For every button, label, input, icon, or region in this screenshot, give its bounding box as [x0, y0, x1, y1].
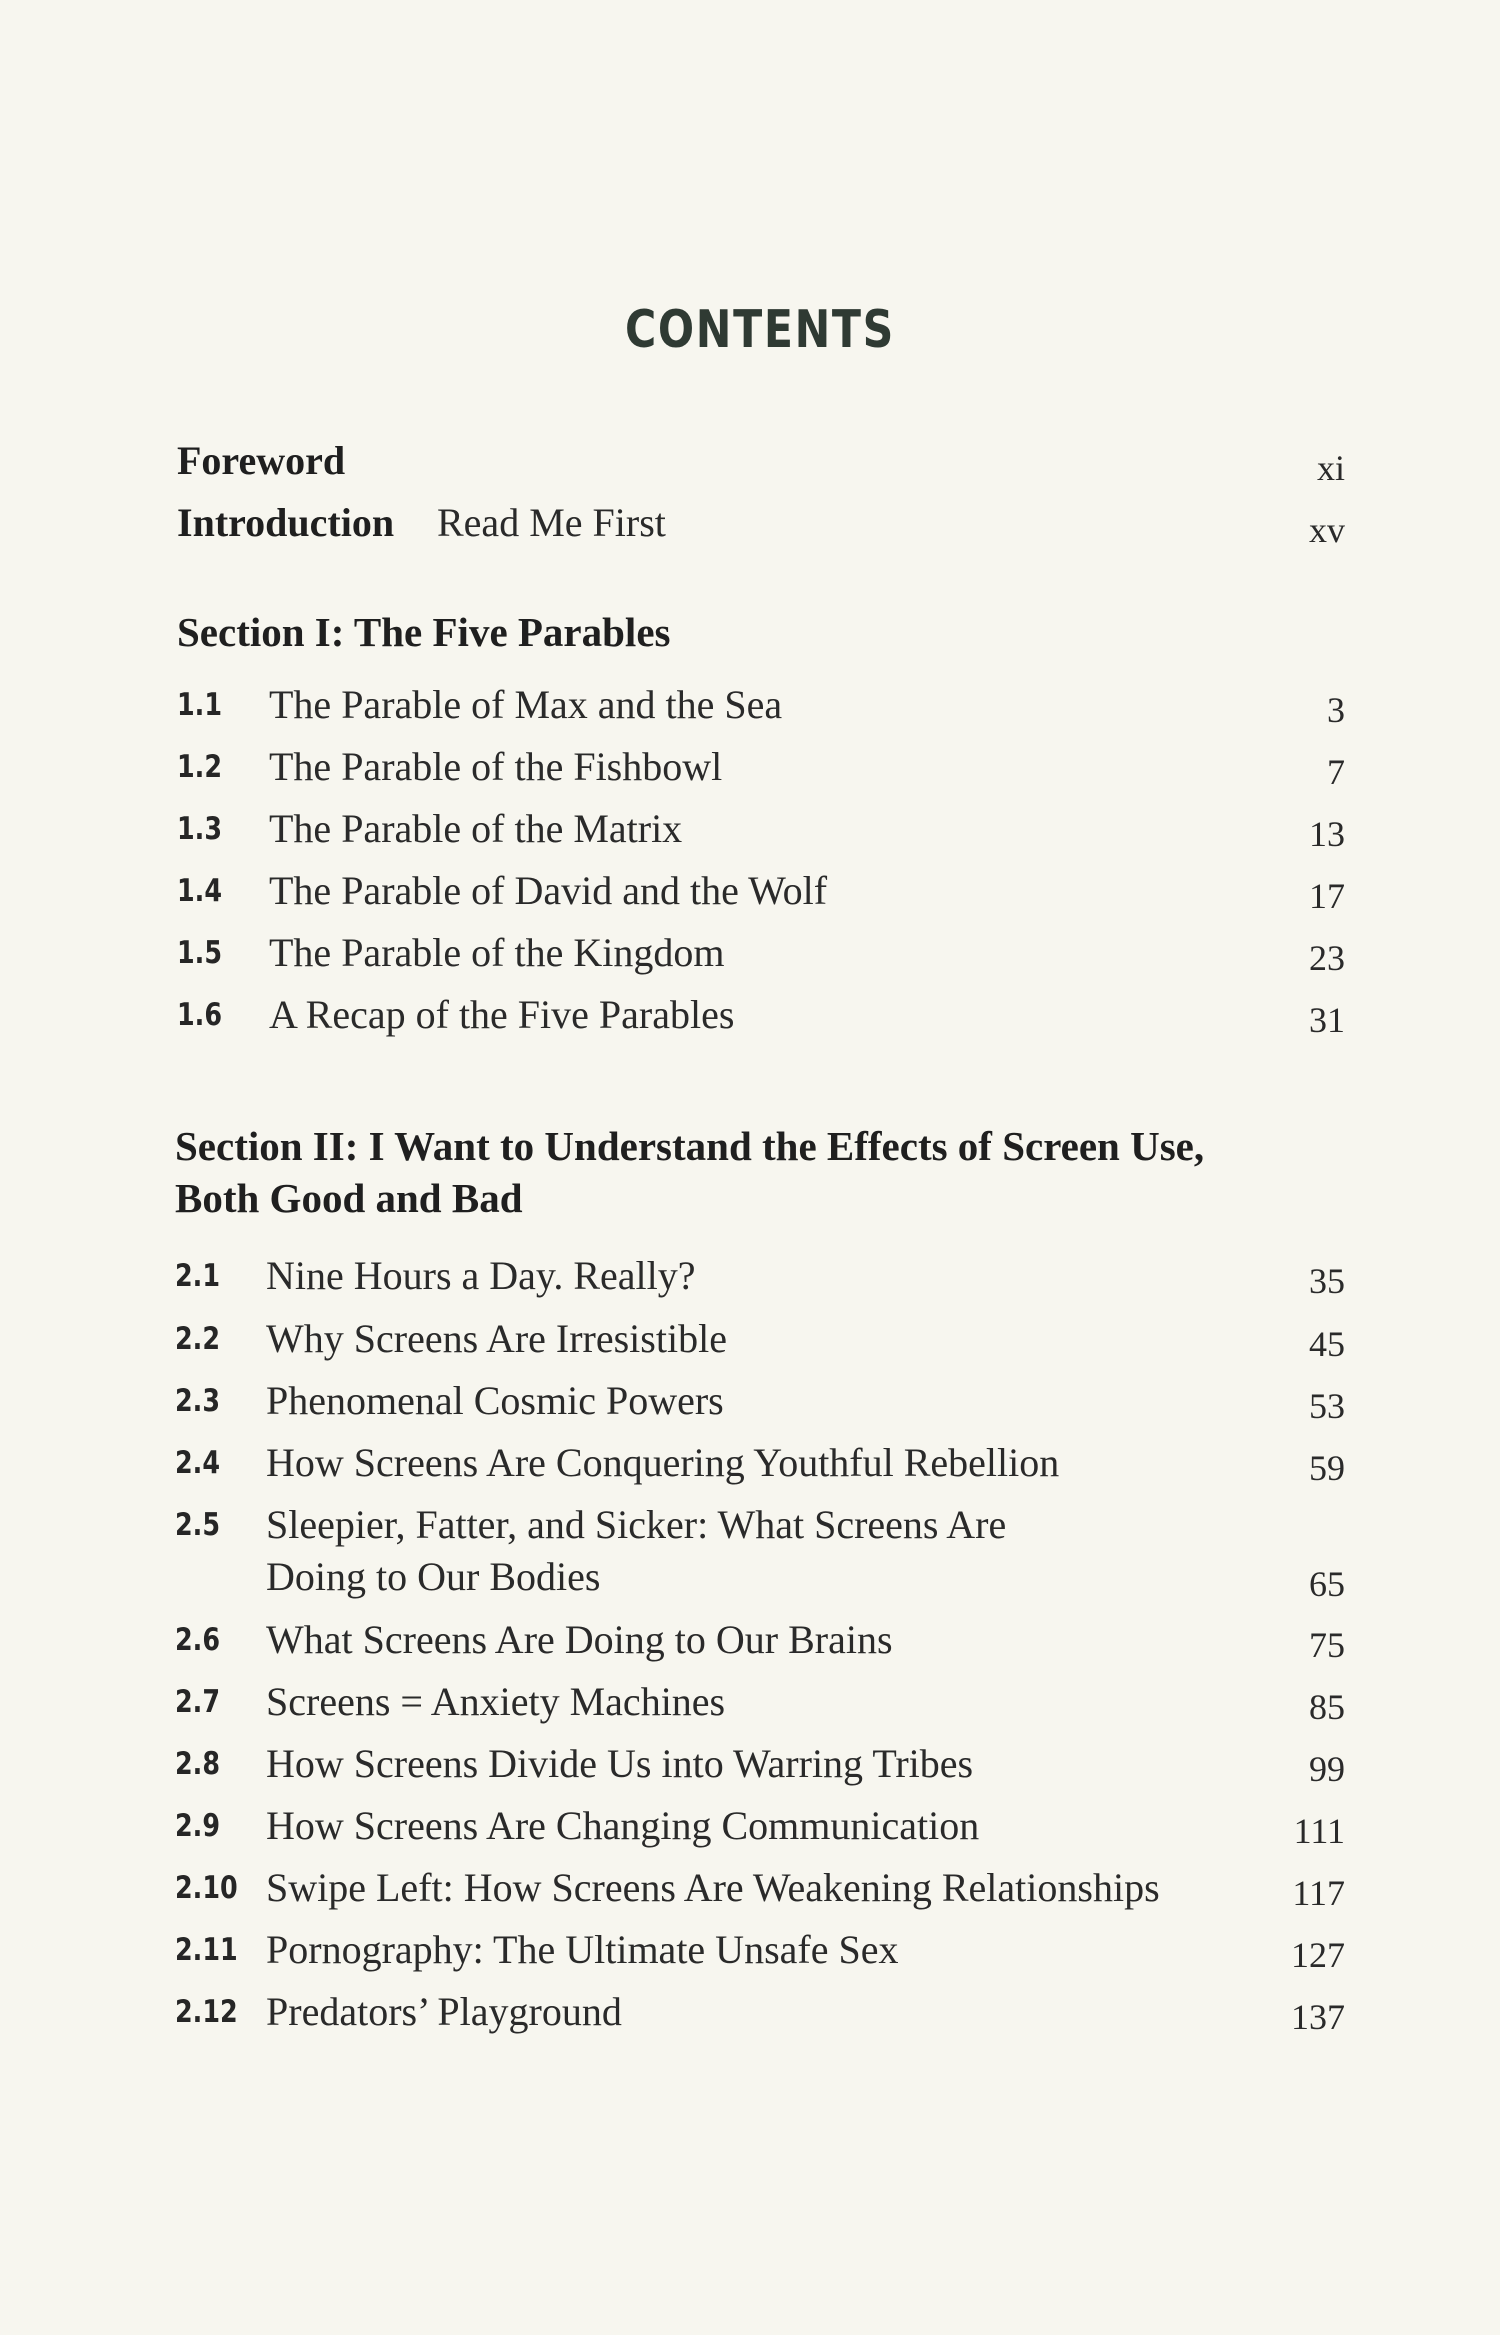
entry-number: 1.6	[177, 997, 223, 1033]
entry-number: 2.9	[175, 1808, 221, 1844]
entry-title: Screens = Anxiety Machines	[266, 1679, 726, 1724]
entry-page-number: 3	[1327, 690, 1345, 730]
entry-page-number: 59	[1309, 1448, 1345, 1488]
entry-title: The Parable of the Fishbowl	[269, 744, 723, 789]
toc-entry[interactable]	[0, 1740, 1500, 1796]
entry-page-number: 23	[1309, 938, 1345, 978]
toc-entry[interactable]	[0, 1926, 1500, 1982]
entry-number: 2.6	[175, 1622, 221, 1658]
entry-page-number: 65	[1309, 1564, 1345, 1604]
toc-entry[interactable]	[0, 1501, 1500, 1611]
entry-title: A Recap of the Five Parables	[269, 992, 735, 1037]
entry-page-number: xv	[1309, 510, 1345, 550]
entry-page-number: 13	[1309, 814, 1345, 854]
toc-entry[interactable]	[0, 929, 1500, 985]
toc-entry[interactable]	[0, 1616, 1500, 1672]
entry-title: Predators’ Playground	[266, 1989, 622, 2034]
entry-title: How Screens Are Conquering Youthful Rebellion	[266, 1440, 1060, 1485]
toc-entry[interactable]	[0, 1802, 1500, 1858]
entry-page-number: 53	[1309, 1386, 1345, 1426]
toc-entry[interactable]	[0, 1252, 1500, 1308]
entry-number: 2.8	[175, 1746, 221, 1782]
entry-page-number: 127	[1291, 1935, 1345, 1975]
toc-entry-introduction[interactable]	[0, 499, 1500, 555]
entry-title: Sleepier, Fatter, and Sicker: What Screens Are	[266, 1502, 1007, 1547]
entry-title: Swipe Left: How Screens Are Weakening Relationships	[266, 1865, 1160, 1910]
entry-page-number: 137	[1291, 1997, 1345, 2037]
entry-page-number: xi	[1316, 448, 1345, 488]
entry-page-number: 111	[1293, 1811, 1345, 1851]
entry-page-number: 31	[1309, 1000, 1345, 1040]
toc-entry[interactable]	[0, 1864, 1500, 1920]
entry-title: Phenomenal Cosmic Powers	[266, 1378, 724, 1423]
entry-title: The Parable of David and the Wolf	[269, 868, 828, 913]
toc-entry[interactable]	[0, 1988, 1500, 2044]
entry-title: Pornography: The Ultimate Unsafe Sex	[266, 1927, 899, 1972]
entry-page-number: 99	[1309, 1749, 1345, 1789]
toc-entry[interactable]	[0, 681, 1500, 737]
toc-entry[interactable]	[0, 805, 1500, 861]
page-title: CONTENTS	[624, 300, 896, 360]
entry-page-number: 117	[1292, 1873, 1345, 1913]
entry-number: 1.1	[177, 687, 223, 723]
entry-number: 1.5	[177, 935, 223, 971]
entry-number: 2.4	[175, 1445, 221, 1481]
entry-number: 2.3	[175, 1383, 221, 1419]
entry-number: 2.2	[175, 1321, 221, 1357]
entry-number: 2.10	[175, 1870, 238, 1906]
toc-entry[interactable]	[0, 1678, 1500, 1734]
entry-title: Nine Hours a Day. Really?	[266, 1253, 696, 1298]
entry-title: The Parable of the Kingdom	[269, 930, 725, 975]
toc-entry[interactable]	[0, 1439, 1500, 1495]
section-heading-continued: Both Good and Bad	[175, 1175, 523, 1221]
entry-page-number: 45	[1309, 1324, 1345, 1364]
entry-title-continued: Doing to Our Bodies	[266, 1554, 601, 1599]
entry-label: Foreword	[177, 438, 346, 483]
toc-entry[interactable]	[0, 743, 1500, 799]
toc-entry[interactable]	[0, 867, 1500, 923]
entry-number: 2.12	[175, 1994, 238, 2030]
entry-page-number: 75	[1309, 1625, 1345, 1665]
entry-number: 2.11	[175, 1932, 238, 1968]
toc-entry[interactable]	[0, 991, 1500, 1047]
entry-number: 1.2	[177, 749, 223, 785]
entry-title: The Parable of Max and the Sea	[269, 682, 783, 727]
entry-label: Introduction	[177, 500, 395, 545]
entry-number: 2.7	[175, 1684, 221, 1720]
toc-entry-foreword[interactable]	[0, 437, 1500, 493]
entry-page-number: 85	[1309, 1687, 1345, 1727]
toc-entry[interactable]	[0, 1377, 1500, 1433]
entry-title: Why Screens Are Irresistible	[266, 1316, 727, 1361]
section-heading: Section II: I Want to Understand the Effects of Screen Use,	[175, 1123, 1205, 1169]
section-heading: Section I: The Five Parables	[177, 609, 671, 655]
entry-title: The Parable of the Matrix	[269, 806, 683, 851]
entry-number: 1.3	[177, 811, 223, 847]
toc-entry[interactable]	[0, 1315, 1500, 1371]
entry-title: How Screens Are Changing Communication	[266, 1803, 980, 1848]
entry-subtitle: Read Me First	[437, 500, 666, 545]
entry-number: 1.4	[177, 873, 223, 909]
entry-page-number: 7	[1327, 752, 1345, 792]
entry-number: 2.5	[175, 1507, 221, 1543]
entry-title: How Screens Divide Us into Warring Tribes	[266, 1741, 974, 1786]
entry-title: What Screens Are Doing to Our Brains	[266, 1617, 893, 1662]
entry-number: 2.1	[175, 1258, 221, 1294]
entry-page-number: 17	[1309, 876, 1345, 916]
entry-page-number: 35	[1309, 1261, 1345, 1301]
